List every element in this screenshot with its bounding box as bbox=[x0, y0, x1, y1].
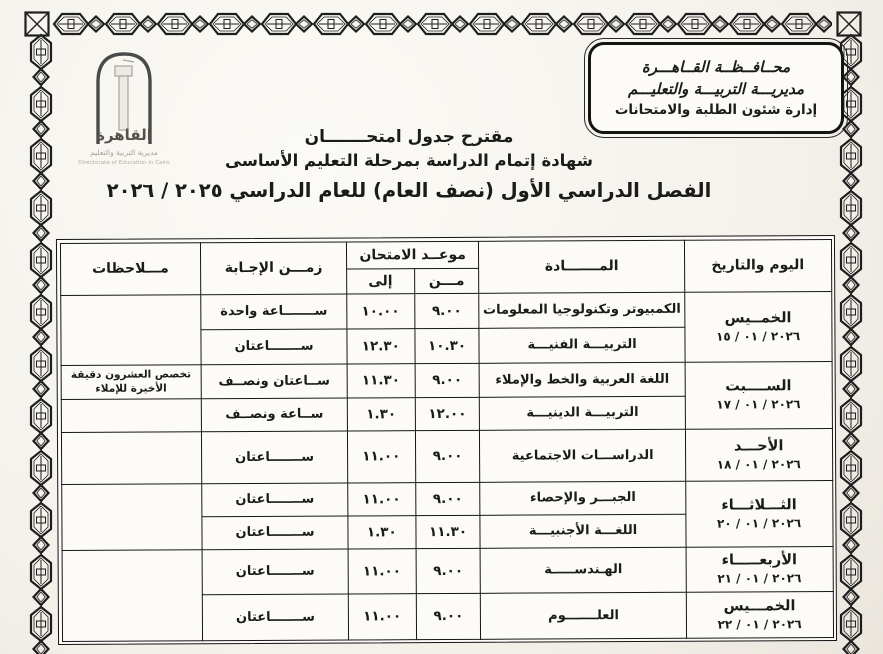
notes-cell bbox=[61, 483, 202, 550]
time-from-cell: ١٢.٠٠ bbox=[415, 397, 480, 430]
duration-cell: ســـــــاعتان bbox=[202, 549, 348, 595]
time-from-cell: ٩.٠٠ bbox=[415, 430, 480, 482]
day-date-cell bbox=[686, 546, 833, 592]
subject-cell: التربيـــة الفنيـــة bbox=[479, 327, 685, 363]
day-date-cell bbox=[685, 291, 832, 362]
ornamental-border-right bbox=[838, 33, 864, 654]
time-to-cell: ١١.٠٠ bbox=[348, 593, 416, 639]
time-to-cell: ١١.٠٠ bbox=[348, 482, 416, 515]
day-date-cell bbox=[686, 591, 833, 638]
title-line-3: الفصل الدراسي الأول (نصف العام) للعام الدراسي ٢٠٢٥ / ٢٠٢٦ bbox=[106, 179, 712, 202]
day-name: الأربعـــــاء bbox=[721, 552, 798, 569]
logo-caption-arabic: مديرية التربية والتعليم bbox=[90, 148, 158, 157]
time-from-cell: ٩.٠٠ bbox=[416, 548, 481, 593]
notes-cell bbox=[61, 431, 202, 484]
time-to-cell: ١.٣٠ bbox=[347, 397, 415, 430]
time-to-cell: ١٢.٣٠ bbox=[347, 328, 415, 363]
time-to-cell: ١١.٣٠ bbox=[347, 363, 415, 397]
notes-cell bbox=[60, 294, 201, 365]
notes-cell bbox=[61, 398, 202, 432]
exam-schedule-table bbox=[59, 238, 833, 641]
header-notes: مـــلاحظات bbox=[60, 242, 201, 295]
duration-cell: ســـــــاعتان bbox=[202, 594, 348, 641]
time-to-cell: ١١.٠٠ bbox=[348, 548, 416, 593]
logo-label: القاهرة bbox=[96, 126, 152, 144]
duration-cell: ســـــــاعتان bbox=[202, 483, 348, 517]
day-date-cell bbox=[686, 480, 833, 547]
subject-cell: اللغة العربية والخط والإملاء bbox=[480, 362, 686, 397]
directorate-name: مديريـــة التربيـــة والتعليـــم bbox=[627, 79, 805, 98]
duration-cell: ســـــــاعتان bbox=[201, 329, 347, 365]
document-title-block bbox=[36, 127, 782, 202]
subject-cell: العلـــــــوم bbox=[481, 592, 687, 639]
header-exam-time: موعــد الامتحان bbox=[346, 241, 479, 269]
duration-cell: ســاعتان ونصــف bbox=[201, 364, 347, 399]
time-from-cell: ٩.٠٠ bbox=[414, 293, 479, 328]
letterhead-box bbox=[588, 42, 844, 134]
header-subject: المـــــــادة bbox=[479, 240, 685, 293]
date-value: ٢٠٢٦ / ٠١ / ٢١ bbox=[717, 571, 802, 586]
title-line-2: شهادة إتمام الدراسة بمرحلة التعليم الأساسى bbox=[225, 151, 593, 170]
day-name: الخمــيس bbox=[724, 309, 792, 327]
time-to-cell: ١٠.٠٠ bbox=[347, 293, 415, 328]
header-duration: زمـــن الإجـابة bbox=[201, 242, 347, 295]
header-to: إلى bbox=[346, 268, 414, 293]
day-name: الثـــلاثـــاء bbox=[721, 496, 797, 514]
day-name: الخمـــيس bbox=[723, 597, 796, 615]
subject-cell: الجبـــر والإحصاء bbox=[480, 481, 686, 515]
time-from-cell: ٩.٠٠ bbox=[415, 482, 480, 515]
schedule-table-frame bbox=[56, 235, 837, 645]
day-name: الســــبت bbox=[725, 378, 792, 395]
duration-cell: ســاعة ونصــف bbox=[201, 398, 347, 432]
notes-cell bbox=[62, 549, 203, 641]
day-date-cell bbox=[685, 361, 832, 429]
date-value: ٢٠٢٦ / ٠١ / ١٥ bbox=[716, 328, 801, 344]
ornamental-corner-icon bbox=[835, 10, 863, 38]
duration-cell: ســـــــاعتان bbox=[202, 516, 348, 550]
schedule-sheet bbox=[56, 235, 837, 645]
date-value: ٢٠٢٦ / ٠١ / ١٨ bbox=[716, 456, 801, 472]
header-day-date: اليوم والتاريخ bbox=[684, 239, 831, 292]
date-value: ٢٠٢٦ / ٠١ / ١٧ bbox=[716, 397, 801, 412]
administration-name: إدارة شئون الطلبة والامتحانات bbox=[614, 102, 818, 119]
subject-cell: الدراســـات الاجتماعية bbox=[480, 429, 686, 482]
notes-cell: تخصص العشرون دقيقة الأخيرة للإملاء bbox=[61, 364, 202, 399]
logo-caption-english: Directorate of Education in Cairo bbox=[78, 160, 170, 166]
subject-cell: الكمبيوتر وتكنولوجيا المعلومات bbox=[479, 292, 685, 328]
date-value: ٢٠٢٦ / ٠١ / ٢٢ bbox=[717, 616, 802, 632]
header-from: مـــن bbox=[414, 268, 479, 293]
day-name: الأحـــد bbox=[733, 437, 784, 454]
subject-cell: الهـندســـــة bbox=[480, 547, 686, 593]
governorate-name: محــافــظــة القــاهـــرة bbox=[641, 57, 791, 76]
duration-cell: ســـــــاعة واحدة bbox=[201, 294, 347, 330]
time-to-cell: ١.٣٠ bbox=[348, 515, 416, 548]
time-to-cell: ١١.٠٠ bbox=[347, 430, 415, 482]
ornamental-border-top bbox=[52, 11, 832, 37]
subject-cell: اللغـــة الأجنبيـــة bbox=[480, 514, 686, 548]
subject-cell: التربيـــة الدينيـــة bbox=[480, 396, 686, 430]
duration-cell: ســـــــاعتان bbox=[202, 431, 348, 484]
title-line-1: مقترح جدول امتحـــــــان bbox=[304, 127, 514, 147]
date-value: ٢٠٢٦ / ٠١ / ٢٠ bbox=[716, 515, 802, 531]
time-from-cell: ٩.٠٠ bbox=[415, 363, 480, 397]
time-from-cell: ١١.٣٠ bbox=[416, 515, 481, 548]
time-from-cell: ٩.٠٠ bbox=[416, 593, 481, 639]
ornamental-corner-icon bbox=[23, 10, 51, 38]
day-date-cell bbox=[685, 428, 832, 481]
time-from-cell: ١٠.٣٠ bbox=[415, 328, 480, 363]
